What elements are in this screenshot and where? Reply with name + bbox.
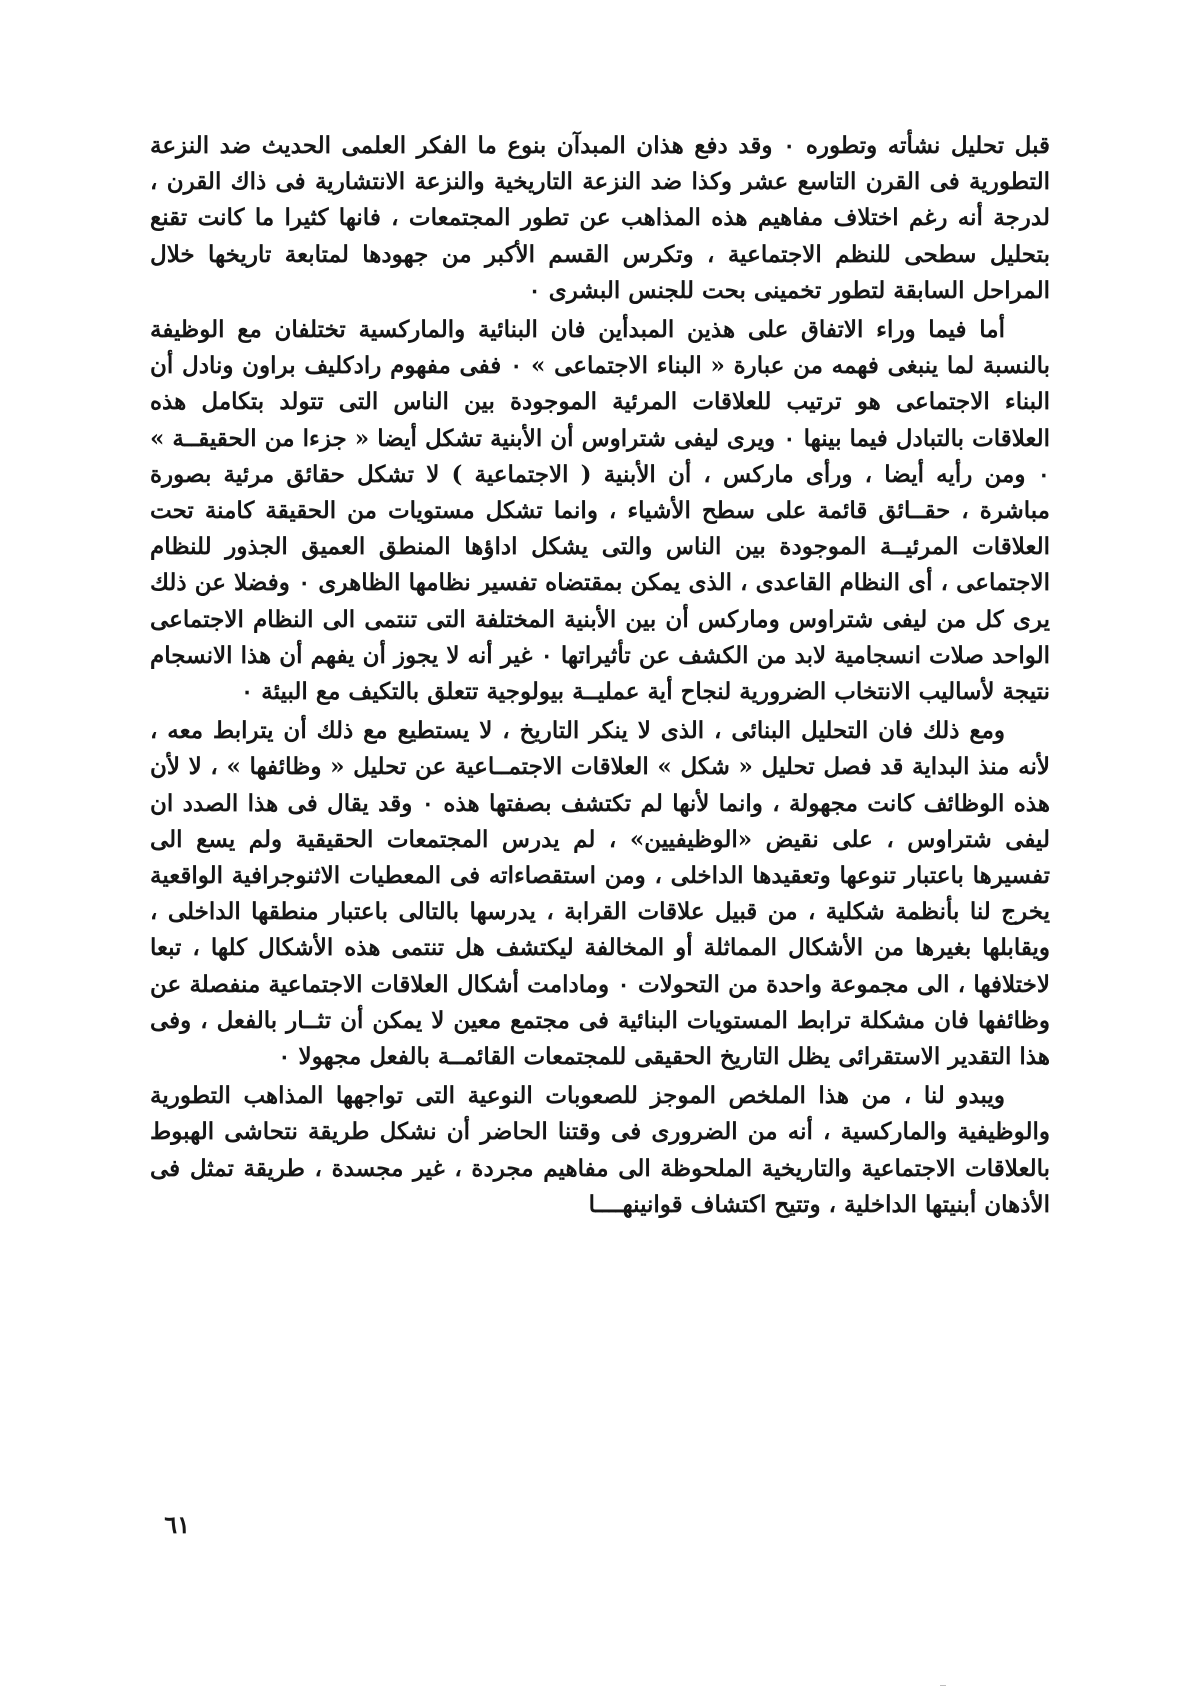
scan-speck [940, 1685, 946, 1686]
paragraph-3: ومع ذلك فان التحليل البنائى ، الذى لا ينكر التاريخ ، لا يستطيع مع ذلك أن يترابط معه ، لأنه منذ البداية قد فصل تحليل « شكل » العلاقات الاجتمــاعية عن تحليل « وظائفها » ، لا لأن هذه الوظائف كانت مجهولة ، وانما لأنها لم تكتشف بصفتها هذه ٠ وقد يقال فى هذا الصدد ان ليفى شتراوس ، على نقيض «الوظيفيين» ، لم يدرس المجتمعات الحقيقية ولم يسع الى تفسيرها باعتبار تنوعها وتعقيدها الداخلى ، ومن استقصاءاته فى المعطيات الاثنوجرافية الواقعية يخرج لنا بأنظمة شكلية ، من قبيل علاقات القرابة ، يدرسها بالتالى باعتبار منطقها الداخلى ، ويقابلها بغيرها من الأشكال المماثلة أو المخالفة ليكتشف هل تنتمى هذه الأشكال كلها ، تبعا لاختلافها ، الى مجموعة واحدة من التحولات ٠ ومادامت أشكال العلاقات الاجتماعية منفصلة عن وظائفها فان مشكلة ترابط المستويات البنائية فى مجتمع معين لا يمكن أن تثــار بالفعل ، وفى هذا التقدير الاستقرائى يظل التاريخ الحقيقى للمجتمعات القائمــة بالفعل مجهولا ٠ [150, 717, 1051, 1071]
paragraph-4: ويبدو لنا ، من هذا الملخص الموجز للصعوبات النوعية التى تواجهها المذاهب التطورية والوظيفية والماركسية ، أنه من الضرورى فى وقتنا الحاضر أن نشكل طريقة نتحاشى الهبوط بالعلاقات الاجتماعية والتاريخية الملحوظة الى مفاهيم مجردة ، غير مجسدة ، طريقة تمثل فى الأذهان أبنيتها الداخلية ، وتتيح اكتشاف قوانينهــــا [150, 1082, 1050, 1218]
body-text [150, 128, 1050, 1226]
paragraph-2: أما فيما وراء الاتفاق على هذين المبدأين فان البنائية والماركسية تختلفان مع الوظيفة بالنسبة لما ينبغى فهمه من عبارة « البناء الاجتماعى » ٠ ففى مفهوم رادكليف براون ونادل أن البناء الاجتماعى هو ترتيب للعلاقات المرئية الموجودة بين الناس التى تتولد بتكامل هذه العلاقات بالتبادل فيما بينها ٠ ويرى ليفى شتراوس أن الأبنية تشكل أيضا « جزءا من الحقيقــة » ٠ ومن رأيه أيضا ، ورأى ماركس ، أن الأبنية ( الاجتماعية ) لا تشكل حقائق مرئية بصورة مباشرة ، حقــائق قائمة على سطح الأشياء ، وانما تشكل مستويات من الحقيقة كامنة تحت العلاقات المرئيــة الموجودة بين الناس والتى يشكل اداؤها المنطق العميق الجذور للنظام الاجتماعى ، أى النظام القاعدى ، الذى يمكن بمقتضاه تفسير نظامها الظاهرى ٠ وفضلا عن ذلك يرى كل من ليفى شتراوس وماركس أن بين الأبنية المختلفة التى تنتمى الى النظام الاجتماعى الواحد صلات انسجامية لابد من الكشف عن تأثيراتها ٠ غير أنه لا يجوز أن يفهم أن هذا الانسجام نتيجة لأساليب الانتخاب الضرورية لنجاح أية عمليــة بيولوجية تتعلق بالتكيف مع البيئة ٠ [150, 316, 1050, 706]
page-number: ٦١ [164, 1510, 190, 1539]
paragraph-1: قبل تحليل نشأته وتطوره ٠ وقد دفع هذان المبدآن بنوع ما الفكر العلمى الحديث ضد النزعة التطورية فى القرن التاسع عشر وكذا ضد النزعة التاريخية والنزعة الانتشارية فى ذاك القرن ، لدرجة أنه رغم اختلاف مفاهيم هذه المذاهب عن تطور المجتمعات ، فانها كثيرا ما كانت تقنع بتحليل سطحى للنظم الاجتماعية ، وتكرس القسم الأكبر من جهودها لمتابعة تاريخها خلال المراحل السابقة لتطور تخمينى بحت للجنس البشرى ٠ [150, 132, 1051, 304]
